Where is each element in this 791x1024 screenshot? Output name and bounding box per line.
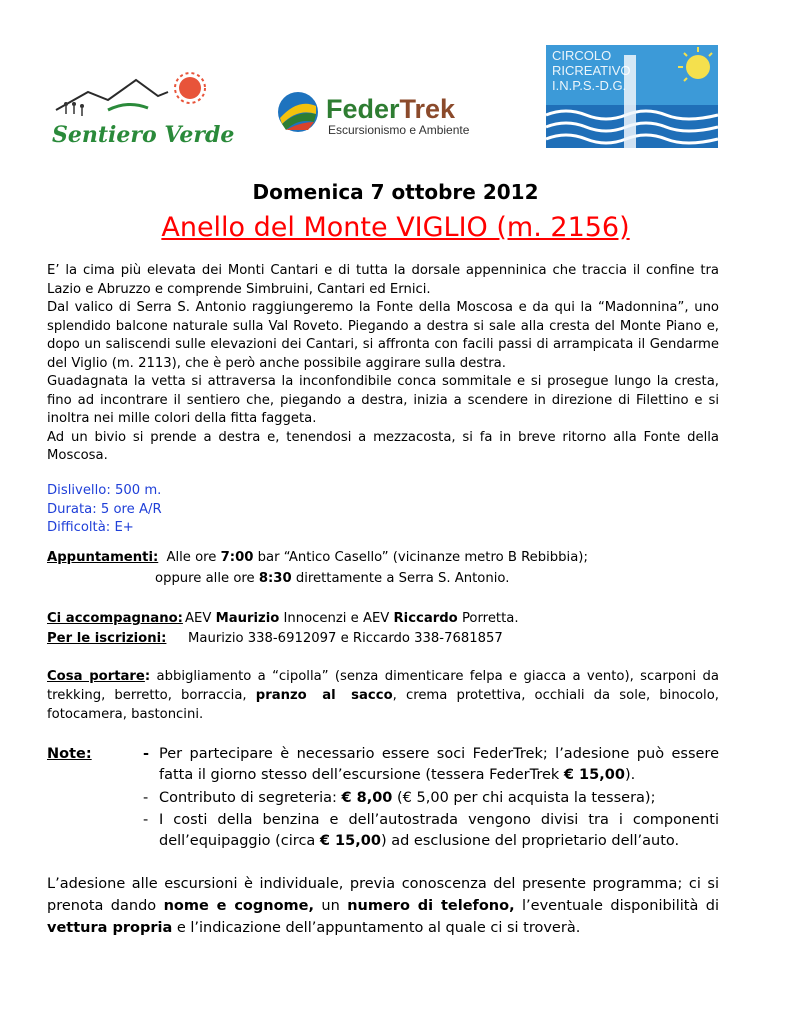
dislivello: Dislivello: 500 m. — [47, 483, 162, 498]
federtrek-subtitle: Escursionismo e Ambiente — [328, 123, 470, 137]
federtrek-name: FederTrek — [326, 94, 456, 124]
accompagnano-line: Ci accompagnano: AEV Maurizio Innocenzi e AEV Riccardo Porretta. — [47, 611, 519, 626]
description-paragraph-3: Guadagnata la vetta si attraversa la inconfondibile conca sommitale e si prosegue lungo la cresta, fino ad incontrare il sentiero che, piegando a destra, inizia a scendere in direzione di Filettino e si inoltra nei mille colori della fitta faggeta. — [47, 374, 719, 426]
mountain-icon — [48, 70, 235, 152]
description-paragraph-4: Ad un bivio si prende a destra e, tenendosi a mezzacosta, si fa in breve ritorno alla Fonte della Moscosa. — [47, 429, 719, 463]
circolo-ricreativo-logo — [546, 45, 718, 148]
federtrek-logo — [276, 88, 486, 140]
description-paragraph-1: E’ la cima più elevata dei Monti Cantari e di tutta la dorsale appenninica che traccia il confine tra Lazio e Abruzzo e comprende Simbruini, Cantari ed Ernici. — [47, 263, 719, 297]
iscrizioni-label: Per le iscrizioni: — [47, 631, 167, 646]
circolo-text-2: RICREATIVO — [552, 63, 631, 78]
difficolta: Difficoltà: E+ — [47, 520, 134, 535]
event-title: Anello del Monte VIGLIO (m. 2156) — [161, 212, 630, 243]
sentiero-verde-text: Sentiero Verde — [52, 122, 235, 148]
iscrizioni-line — [47, 630, 503, 649]
closing-paragraph: L’adesione alle escursioni è individuale, previa conoscenza del presente programma; ci si prenota dando nome e cognome, un numero di telefono, l’eventuale disponibilità di vettura propria e l’indicazione dell’appuntamento al quale ci si troverà. — [47, 876, 719, 936]
description-paragraph-2: Dal valico di Serra S. Antonio raggiungeremo la Fonte della Moscosa e da qui la “Madonnina”, uno splendido balcone naturale sulla Val Roveto. Piegando a destra si sale alla cresta del Monte Piano e, dopo un saliscendi sulle elevazioni dei Cantari, si affronta con facili passi di arrampicata il Gendarme del Viglio (m. 2113), che è però anche possibile aggirare sulla destra. — [47, 300, 719, 371]
description — [47, 262, 719, 466]
note-item-1: - Per partecipare è necessario essere soci FederTrek; l’adesione può essere fatta il giorno stesso dell’escursione (tessera FederTrek € 15,00). — [143, 746, 719, 783]
trip-info — [47, 482, 719, 538]
circolo-text-1: CIRCOLO — [552, 48, 612, 63]
iscrizioni-contacts: Maurizio 338-6912097 e Riccardo 338-7681857 — [188, 631, 503, 646]
notes-label: Note: — [47, 746, 92, 762]
sentiero-verde-logo — [48, 70, 235, 152]
note-item-2: - Contributo di segreteria: € 8,00 (€ 5,00 per chi acquista la tessera); — [143, 790, 656, 806]
accompagnano-label: Ci accompagnano: — [47, 611, 183, 626]
appuntamenti-line-2: oppure alle ore 8:30 direttamente a Serra S. Antonio. — [155, 571, 510, 586]
cosa-portare-label: Cosa portare — [47, 669, 145, 684]
circolo-text-3: I.N.P.S.-D.G. — [552, 78, 627, 93]
appuntamenti-line-1: Appuntamenti: Alle ore 7:00 bar “Antico Casello” (vicinanze metro B Rebibbia); — [47, 550, 588, 565]
federtrek-emblem-icon — [278, 92, 318, 132]
cosa-portare: Cosa portare: abbigliamento a “cipolla” (senza dimenticare felpa e giacca a vento), scarponi da trekking, berretto, borraccia, pranzo al sacco, crema protettiva, occhiali da sole, binocolo, fotocamera, bastoncini. — [47, 669, 720, 722]
note-item-3: - I costi della benzina e dell’autostrada vengono divisi tra i componenti dell’equipaggio (circa € 15,00) ad esclusione del proprietario dell’auto. — [143, 812, 719, 849]
logo-bar — [0, 40, 791, 155]
durata: Durata: 5 ore A/R — [47, 501, 162, 517]
appuntamenti-label: Appuntamenti: — [47, 550, 159, 565]
event-date: Domenica 7 ottobre 2012 — [252, 180, 539, 204]
